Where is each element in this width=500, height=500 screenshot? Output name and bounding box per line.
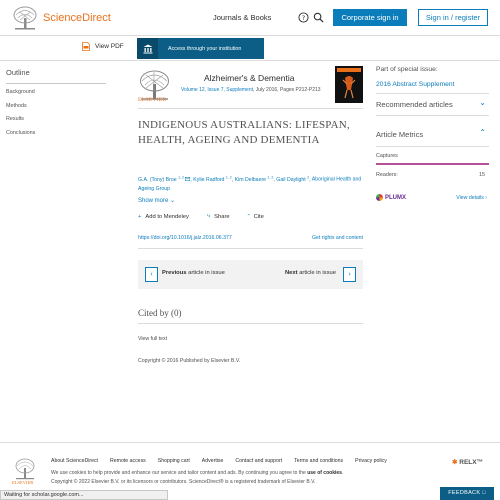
email-icon [185,177,190,181]
footer-copyright: Copyright © 2022 Elsevier B.V. or its licensors or contributors. ScienceDirect® is a registered trademark of Elsevier B.V. [51,479,316,485]
next-article-link[interactable]: Next article in issue [285,270,336,276]
chevron-down-icon: ⌄ [479,98,486,107]
plumx-widget [376,194,489,206]
chevron-right-icon: › [348,271,351,278]
footer-link-privacy[interactable]: Privacy policy [355,458,387,464]
sciencedirect-logo[interactable] [12,6,111,30]
plumx-icon [376,194,383,201]
author-link[interactable]: G.A. (Tony) Broe $^{1, 2}$ , [138,175,192,183]
corporate-signin-button[interactable]: Corporate sign in [333,9,407,26]
view-pdf-link[interactable] [82,42,124,51]
special-issue-link[interactable]: 2016 Abstract Supplement [376,81,489,94]
comment-icon: □ [482,490,486,496]
journal-cover-image[interactable] [335,66,363,103]
add-mendeley-button[interactable]: + Add to Mendeley [138,213,189,220]
recommended-articles-toggle[interactable]: Recommended articles ⌄ [376,94,489,116]
doi-row [138,235,363,249]
footer-links [51,458,399,464]
journal-issue-info [181,87,321,93]
chevron-down-icon: ⌄ [170,198,176,204]
pdf-icon [82,42,90,51]
author-link[interactable]: Aboriginal Health and Ageing Group [138,176,362,192]
footer-elsevier-wordmark: ELSEVIER [12,480,34,485]
brand-name: ScienceDirect [43,12,111,24]
svg-text:?: ? [301,13,306,22]
feedback-button[interactable]: FEEDBACK □ [440,487,494,500]
article-actions [138,213,282,220]
footer-link-remote-access[interactable]: Remote access [110,458,146,464]
plumx-logo[interactable]: PLUMX [376,194,406,201]
rights-link[interactable]: Get rights and content [311,235,363,241]
article-title: INDIGENOUS AUSTRALIANS: LIFESPAN, HEALTH, AGEING AND DEMENTIA [138,119,350,146]
relx-logo[interactable]: ✱ RELX™ [452,459,484,466]
signin-register-button[interactable]: Sign in / register [418,9,488,26]
article-metrics-toggle[interactable]: Article Metrics ⌃ [376,130,489,147]
cookies-link[interactable]: use of cookies [307,470,342,476]
readers-metric: Readers: 15 [376,172,485,178]
site-header [0,0,500,36]
outline-item-methods[interactable]: Methods [6,102,27,109]
previous-article-arrow[interactable] [145,267,158,282]
previous-article-link[interactable]: Previous article in issue [162,270,225,276]
footer-link-about[interactable]: About ScienceDirect [51,458,98,464]
outline-item-results[interactable]: Results [6,116,24,122]
browser-status-bar: Waiting for scholar.google.com... [0,490,168,500]
elsevier-tree-icon [12,6,38,30]
institution-icon [137,38,158,59]
readers-count: 15 [479,172,485,178]
view-full-text-link[interactable]: View full text [138,336,168,342]
elsevier-wordmark: ELSEVIER [138,97,167,103]
search-icon[interactable] [313,12,324,23]
author-link[interactable]: Gail Daylight $^2$, [276,175,311,183]
access-bar [0,36,500,61]
right-sidebar [376,66,489,206]
journal-title[interactable]: Alzheimer's & Dementia [204,73,295,83]
next-article-arrow[interactable] [343,267,356,282]
outline-title: Outline [6,68,106,84]
footer-link-shopping-cart[interactable]: Shopping cart [157,458,190,464]
volume-issue-link[interactable]: Volume 12, Issue 7, Supplement [181,87,253,93]
share-button[interactable]: ⤷ Share [206,213,230,220]
article-copyright: Copyright © 2016 Published by Elsevier B.V. [138,358,241,364]
publication-header [138,66,363,109]
elsevier-footer-logo[interactable] [14,458,36,480]
cookie-notice: We use cookies to help provide and enhance our service and tailor content and ads. By continuing you agree to the use of cookies. [51,470,344,476]
quote-icon: ” [247,213,250,220]
outline-panel [6,68,106,143]
footer-link-advertise[interactable]: Advertise [201,458,224,464]
view-pdf-label: View PDF [95,43,124,50]
author-link[interactable]: Kylie Radford $^{1, 2}$, [193,175,234,183]
chevron-up-icon: ⌃ [479,128,486,137]
author-list [138,173,363,194]
footer-link-contact[interactable]: Contact and support [235,458,283,464]
captures-heading: Captures [376,153,489,165]
show-more-button[interactable]: Show more ⌄ [138,198,176,204]
relx-icon: ✱ [452,459,458,466]
footer-link-terms[interactable]: Terms and conditions [294,458,344,464]
share-icon: ⤷ [206,213,211,219]
view-details-link[interactable]: View details › [456,195,487,201]
plus-icon: + [138,213,142,220]
help-icon[interactable] [298,12,309,23]
date-pages: , July 2016, Pages P212-P213 [253,87,321,93]
chevron-left-icon: ‹ [150,271,153,278]
outline-item-conclusions[interactable]: Conclusions [6,129,36,136]
cited-by-heading: Cited by (0) [138,308,363,324]
author-link[interactable]: Kim Delbaere $^{1, 2}$, [234,175,275,183]
special-issue-label: Part of special issue: [376,66,438,73]
issue-navigation [138,260,363,289]
cite-button[interactable]: ” Cite [247,213,264,220]
doi-link[interactable]: https://doi.org/10.1016/j.jalz.2016.06.377 [138,235,232,241]
outline-item-background[interactable]: Background [6,89,35,95]
access-institution-label: Access through your institution [168,45,242,52]
journals-books-link[interactable]: Journals & Books [213,13,272,22]
access-institution-button[interactable] [137,38,264,59]
